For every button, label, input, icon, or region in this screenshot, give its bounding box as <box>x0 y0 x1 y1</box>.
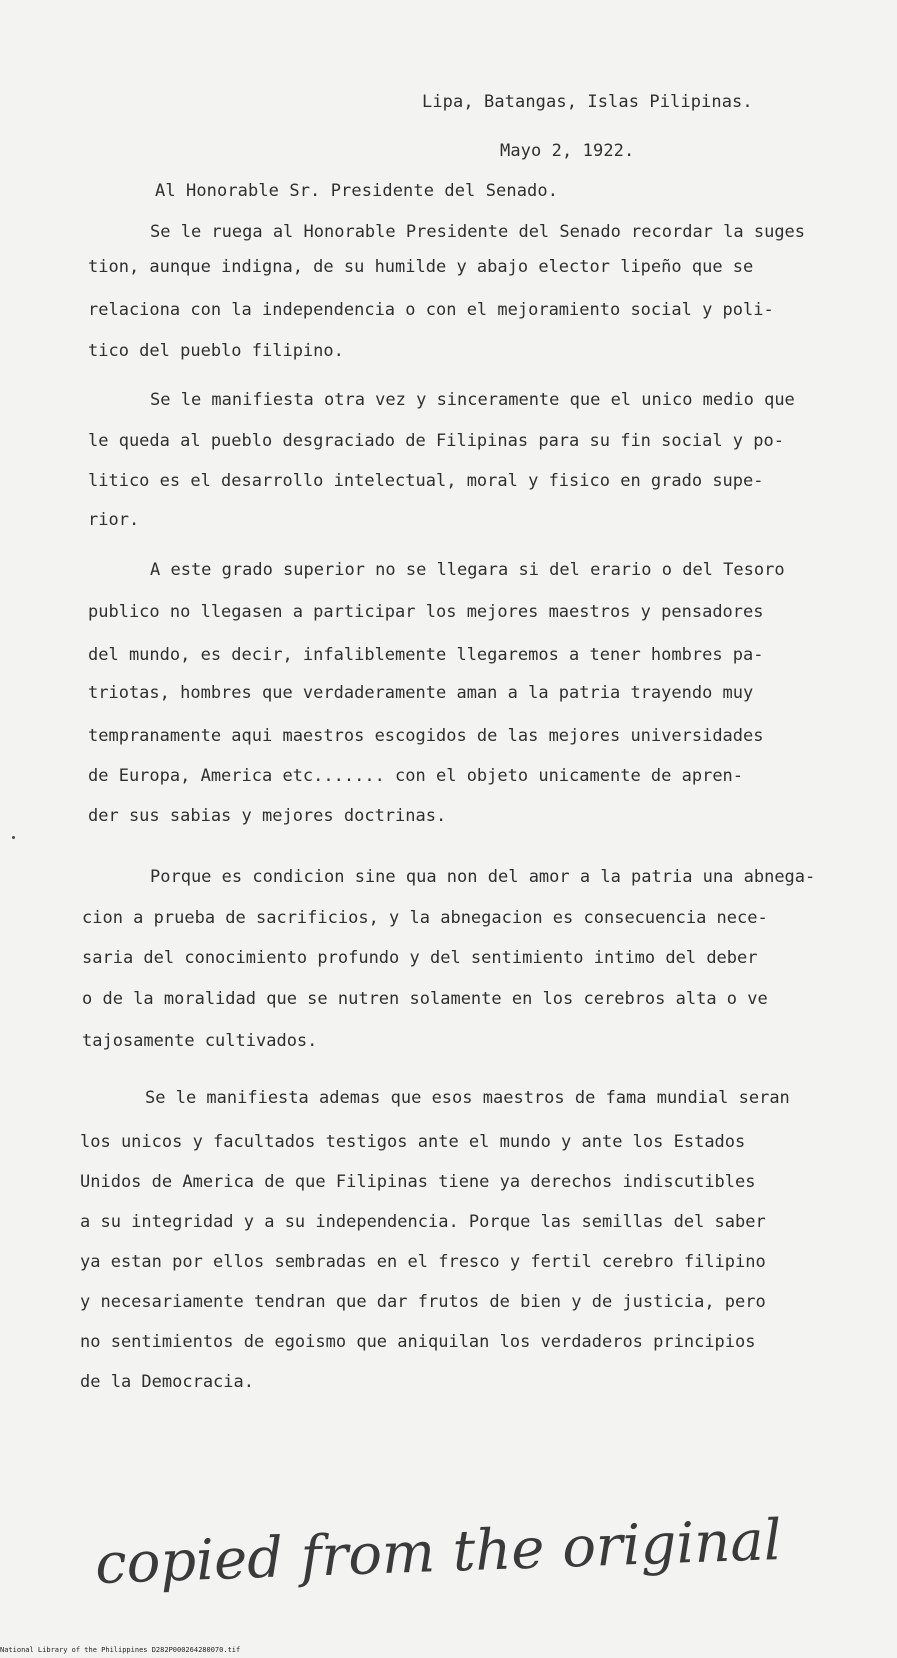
paragraph-line: tempranamente aqui maestros escogidos de las mejores universidades <box>88 726 764 746</box>
paragraph-line: cion a prueba de sacrificios, y la abnegacion es consecuencia nece- <box>82 908 768 928</box>
paragraph-line: de la Democracia. <box>80 1372 254 1392</box>
paragraph-line: o de la moralidad que se nutren solamente en los cerebros alta o ve <box>82 989 768 1009</box>
paragraph-line: ya estan por ellos sembradas en el fresco y fertil cerebro filipino <box>80 1252 766 1272</box>
paragraph-line: Se le manifiesta otra vez y sinceramente que el unico medio que <box>150 390 795 410</box>
paragraph-line: der sus sabias y mejores doctrinas. <box>88 806 447 826</box>
handwritten-note: copied from the original <box>94 1508 783 1597</box>
paragraph-line: litico es el desarrollo intelectual, moral y fisico en grado supe- <box>88 471 764 491</box>
letter-date: Mayo 2, 1922. <box>500 141 635 161</box>
paragraph-line: los unicos y facultados testigos ante el mundo y ante los Estados <box>80 1132 746 1152</box>
paragraph-line: Porque es condicion sine qua non del amor a la patria una abnega- <box>150 867 816 887</box>
paragraph-line: saria del conocimiento profundo y del sentimiento intimo del deber <box>82 948 758 968</box>
paragraph-line: no sentimientos de egoismo que aniquilan los verdaderos principios <box>80 1332 756 1352</box>
paragraph-line: relaciona con la independencia o con el mejoramiento social y poli- <box>88 300 774 320</box>
paragraph-line: triotas, hombres que verdaderamente aman a la patria trayendo muy <box>88 683 754 703</box>
paragraph-line: Unidos de America de que Filipinas tiene ya derechos indiscutibles <box>80 1172 756 1192</box>
letter-place: Lipa, Batangas, Islas Pilipinas. <box>422 92 753 112</box>
paragraph-line: de Europa, America etc....... con el objeto unicamente de apren- <box>88 766 744 786</box>
paragraph-line: tion, aunque indigna, de su humilde y abajo elector lipeño que se <box>88 257 754 277</box>
paragraph-line: tajosamente cultivados. <box>82 1031 318 1051</box>
archive-footer-caption: National Library of the Philippines D282P000264280070.tif <box>0 1646 241 1654</box>
paragraph-line: del mundo, es decir, infaliblemente llegaremos a tener hombres pa- <box>88 645 764 665</box>
paragraph-line: Se le manifiesta ademas que esos maestros de fama mundial seran <box>145 1088 790 1108</box>
paragraph-line: Se le ruega al Honorable Presidente del Senado recordar la suges <box>150 222 806 242</box>
paragraph-line: tico del pueblo filipino. <box>88 341 344 361</box>
letter-salutation: Al Honorable Sr. Presidente del Senado. <box>155 181 559 201</box>
paragraph-line: A este grado superior no se llegara si del erario o del Tesoro <box>150 560 785 580</box>
paragraph-line: rior. <box>88 510 140 530</box>
paragraph-line: publico no llegasen a participar los mejores maestros y pensadores <box>88 602 764 622</box>
scan-speck <box>12 836 15 839</box>
paragraph-line: a su integridad y a su independencia. Porque las semillas del saber <box>80 1212 766 1232</box>
paragraph-line: y necesariamente tendran que dar frutos de bien y de justicia, pero <box>80 1292 766 1312</box>
paragraph-line: le queda al pueblo desgraciado de Filipinas para su fin social y po- <box>88 431 784 451</box>
